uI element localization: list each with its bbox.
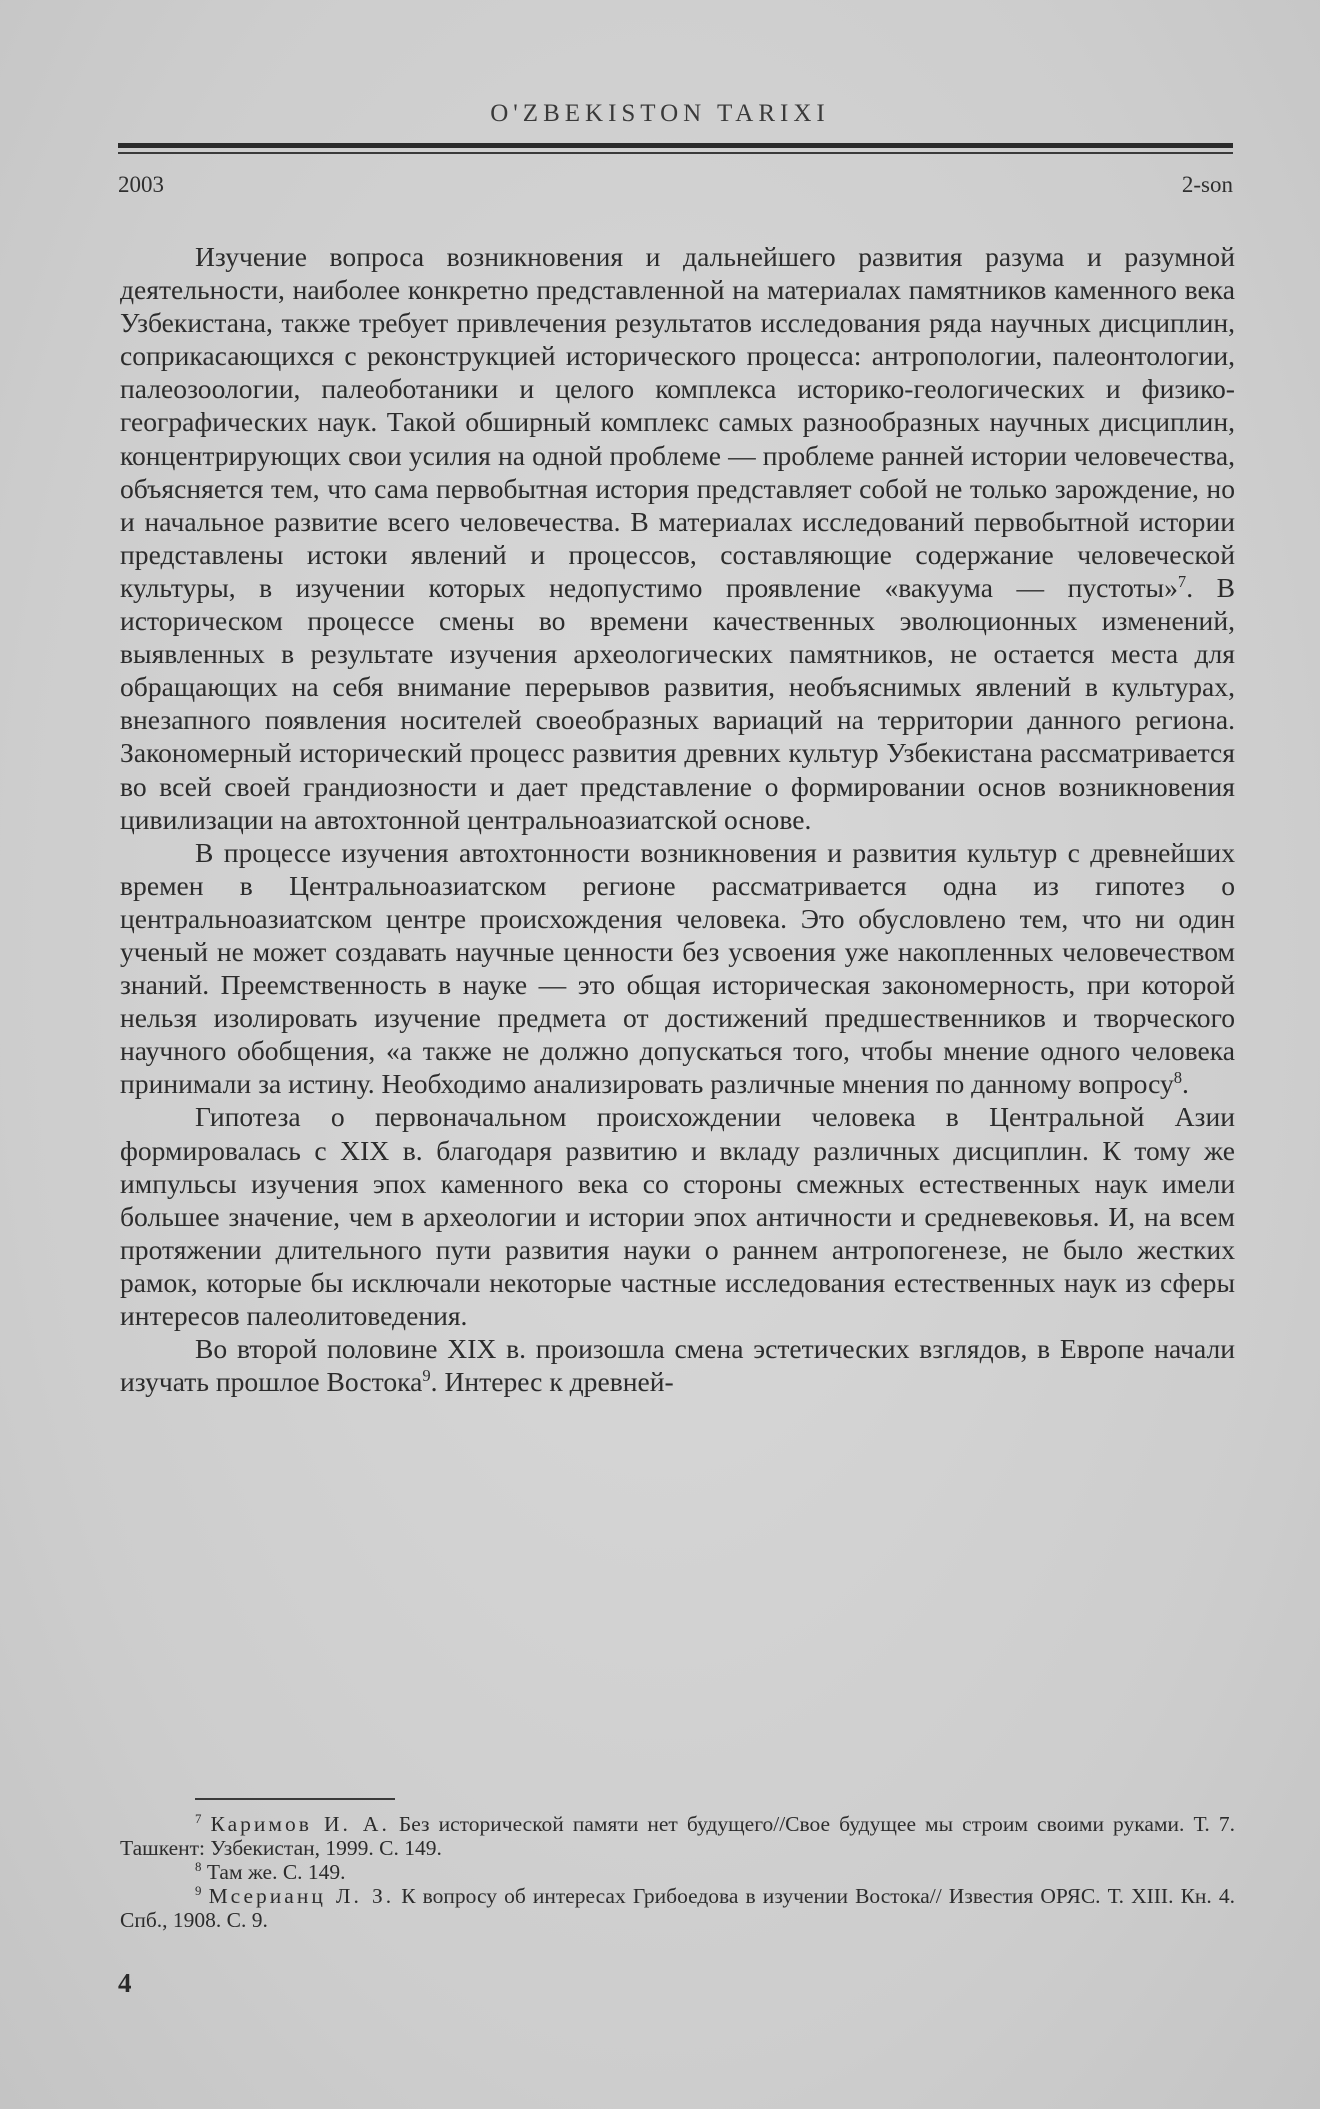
footnote-ref: 8 (1173, 1068, 1183, 1088)
footnote-8 (120, 1860, 1235, 1884)
paragraph-text: Изучение вопроса возникновения и дальнейшего развития разума и разумной деятельности, наиболее конкретно представленной на материалах памятников каменного века Узбекистана, также требует привлечения результатов исследования ряда научных дисциплин, соприкасающихся с реконструкцией исторического процесса: антропологии, палеонтологии, палеозоологии, палеоботаники и целого комплекса историко-геологических и физико-географических наук. Такой обширный комплекс самых разнообразных научных дисциплин, концентрирующих свои усилия на одной проблеме — проблеме ранней истории человечества, объясняется тем, что сама первобытная история представляет собой не только зарождение, но и начальное развитие всего человечества. В материалах исследований первобытной истории представлены истоки явлений и процессов, составляющие содержание человеческой культуры, в изучении которых недопустимо проявление «вакуума — пустоты» (120, 241, 1235, 603)
paragraph-text: . В историческом процессе смены во времени качественных эволюционных изменений, выявленных в результате изучения археологических памятников, не остается места для обращающих на себя внимание перерывов развития, необъяснимых явлений в культурах, внезапного появления носителей своеобразных вариаций на территории данного региона. Закономерный исторический процесс развития древних культур Узбекистана рассматривается во всей своей грандиозности и дает представление о формировании основ возникновения цивилизации на автохтонной центральноазиатской основе. (120, 571, 1236, 835)
footnote-text: Без исторической памяти нет будущего//Свое будущее мы строим своими руками. Т. 7. Ташкент: Узбекистан, 1999. С. 149. (120, 1812, 1235, 1860)
header-rule-thick (118, 143, 1233, 148)
paragraph-text: Во второй половине XIX в. произошла смена эстетических взглядов, в Европе начали изучать прошлое Востока (120, 1333, 1235, 1398)
footnote-author: Мсерианц Л. З. (208, 1884, 395, 1908)
article-body (120, 240, 1235, 1398)
paragraph-text: . Интерес к древней- (430, 1366, 674, 1398)
footnote-7 (120, 1812, 1235, 1860)
footnote-separator (195, 1798, 395, 1800)
page-number: 4 (118, 1968, 132, 1998)
footnote-text: К вопросу об интересах Грибоедова в изучении Востока// Известия ОРЯС. Т. XIII. Кн. 4. Спб., 1908. С. 9. (120, 1884, 1236, 1932)
header-rule-thin (118, 152, 1233, 154)
footnote-number: 9 (195, 1883, 202, 1898)
footnote-ref: 9 (422, 1366, 431, 1385)
footnote-author: Каримов И. А. (210, 1812, 390, 1836)
footnote-text: Там же. С. 149. (201, 1860, 346, 1884)
paragraph (120, 240, 1235, 836)
header-issue: 2-son (1181, 172, 1233, 197)
footnote-9 (120, 1884, 1235, 1932)
footnotes (120, 1812, 1235, 1932)
footnote-number: 7 (195, 1811, 202, 1826)
footnote-number: 8 (195, 1859, 202, 1874)
paragraph-text: В процессе изучения автохтонности возникновения и развития культур с древнейших времен в Центральноазиатском регионе рассматривается одна из гипотез о центральноазиатском центре происхождения человека. Это обусловлено тем, что ни один ученый не может создавать научные ценности без усвоения уже накопленных человечеством знаний. Преемственность в науке — это общая историческая закономерность, при которой нельзя изолировать изучение предмета от достижений предшественников и творческого научного обобщения, «а также не должно допускаться того, чтобы мнение одного человека принимали за истину. Необходимо анализировать различные мнения по данному вопросу (120, 836, 1235, 1100)
paragraph-text: . (1182, 1068, 1189, 1100)
footnote-ref: 7 (1177, 571, 1187, 591)
paragraph: Гипотеза о первоначальном происхождении человека в Центральной Азии формировалась с XIX в. благодаря развитию и вкладу различных дисциплин. К тому же импульсы изучения эпох каменного века со стороны смежных естественных наук имели большее значение, чем в археологии и истории эпох античности и средневековья. И, на всем протяжении длительного пути развития науки о раннем антропогенезе, не было жестких рамок, которые бы исключали некоторые частные исследования естественных наук из сферы интересов палеолитоведения. (120, 1101, 1235, 1331)
paragraph (120, 836, 1235, 1101)
paragraph (120, 1332, 1235, 1398)
journal-title: O'ZBEKISTON TARIXI (490, 100, 830, 127)
header-year: 2003 (118, 172, 164, 197)
